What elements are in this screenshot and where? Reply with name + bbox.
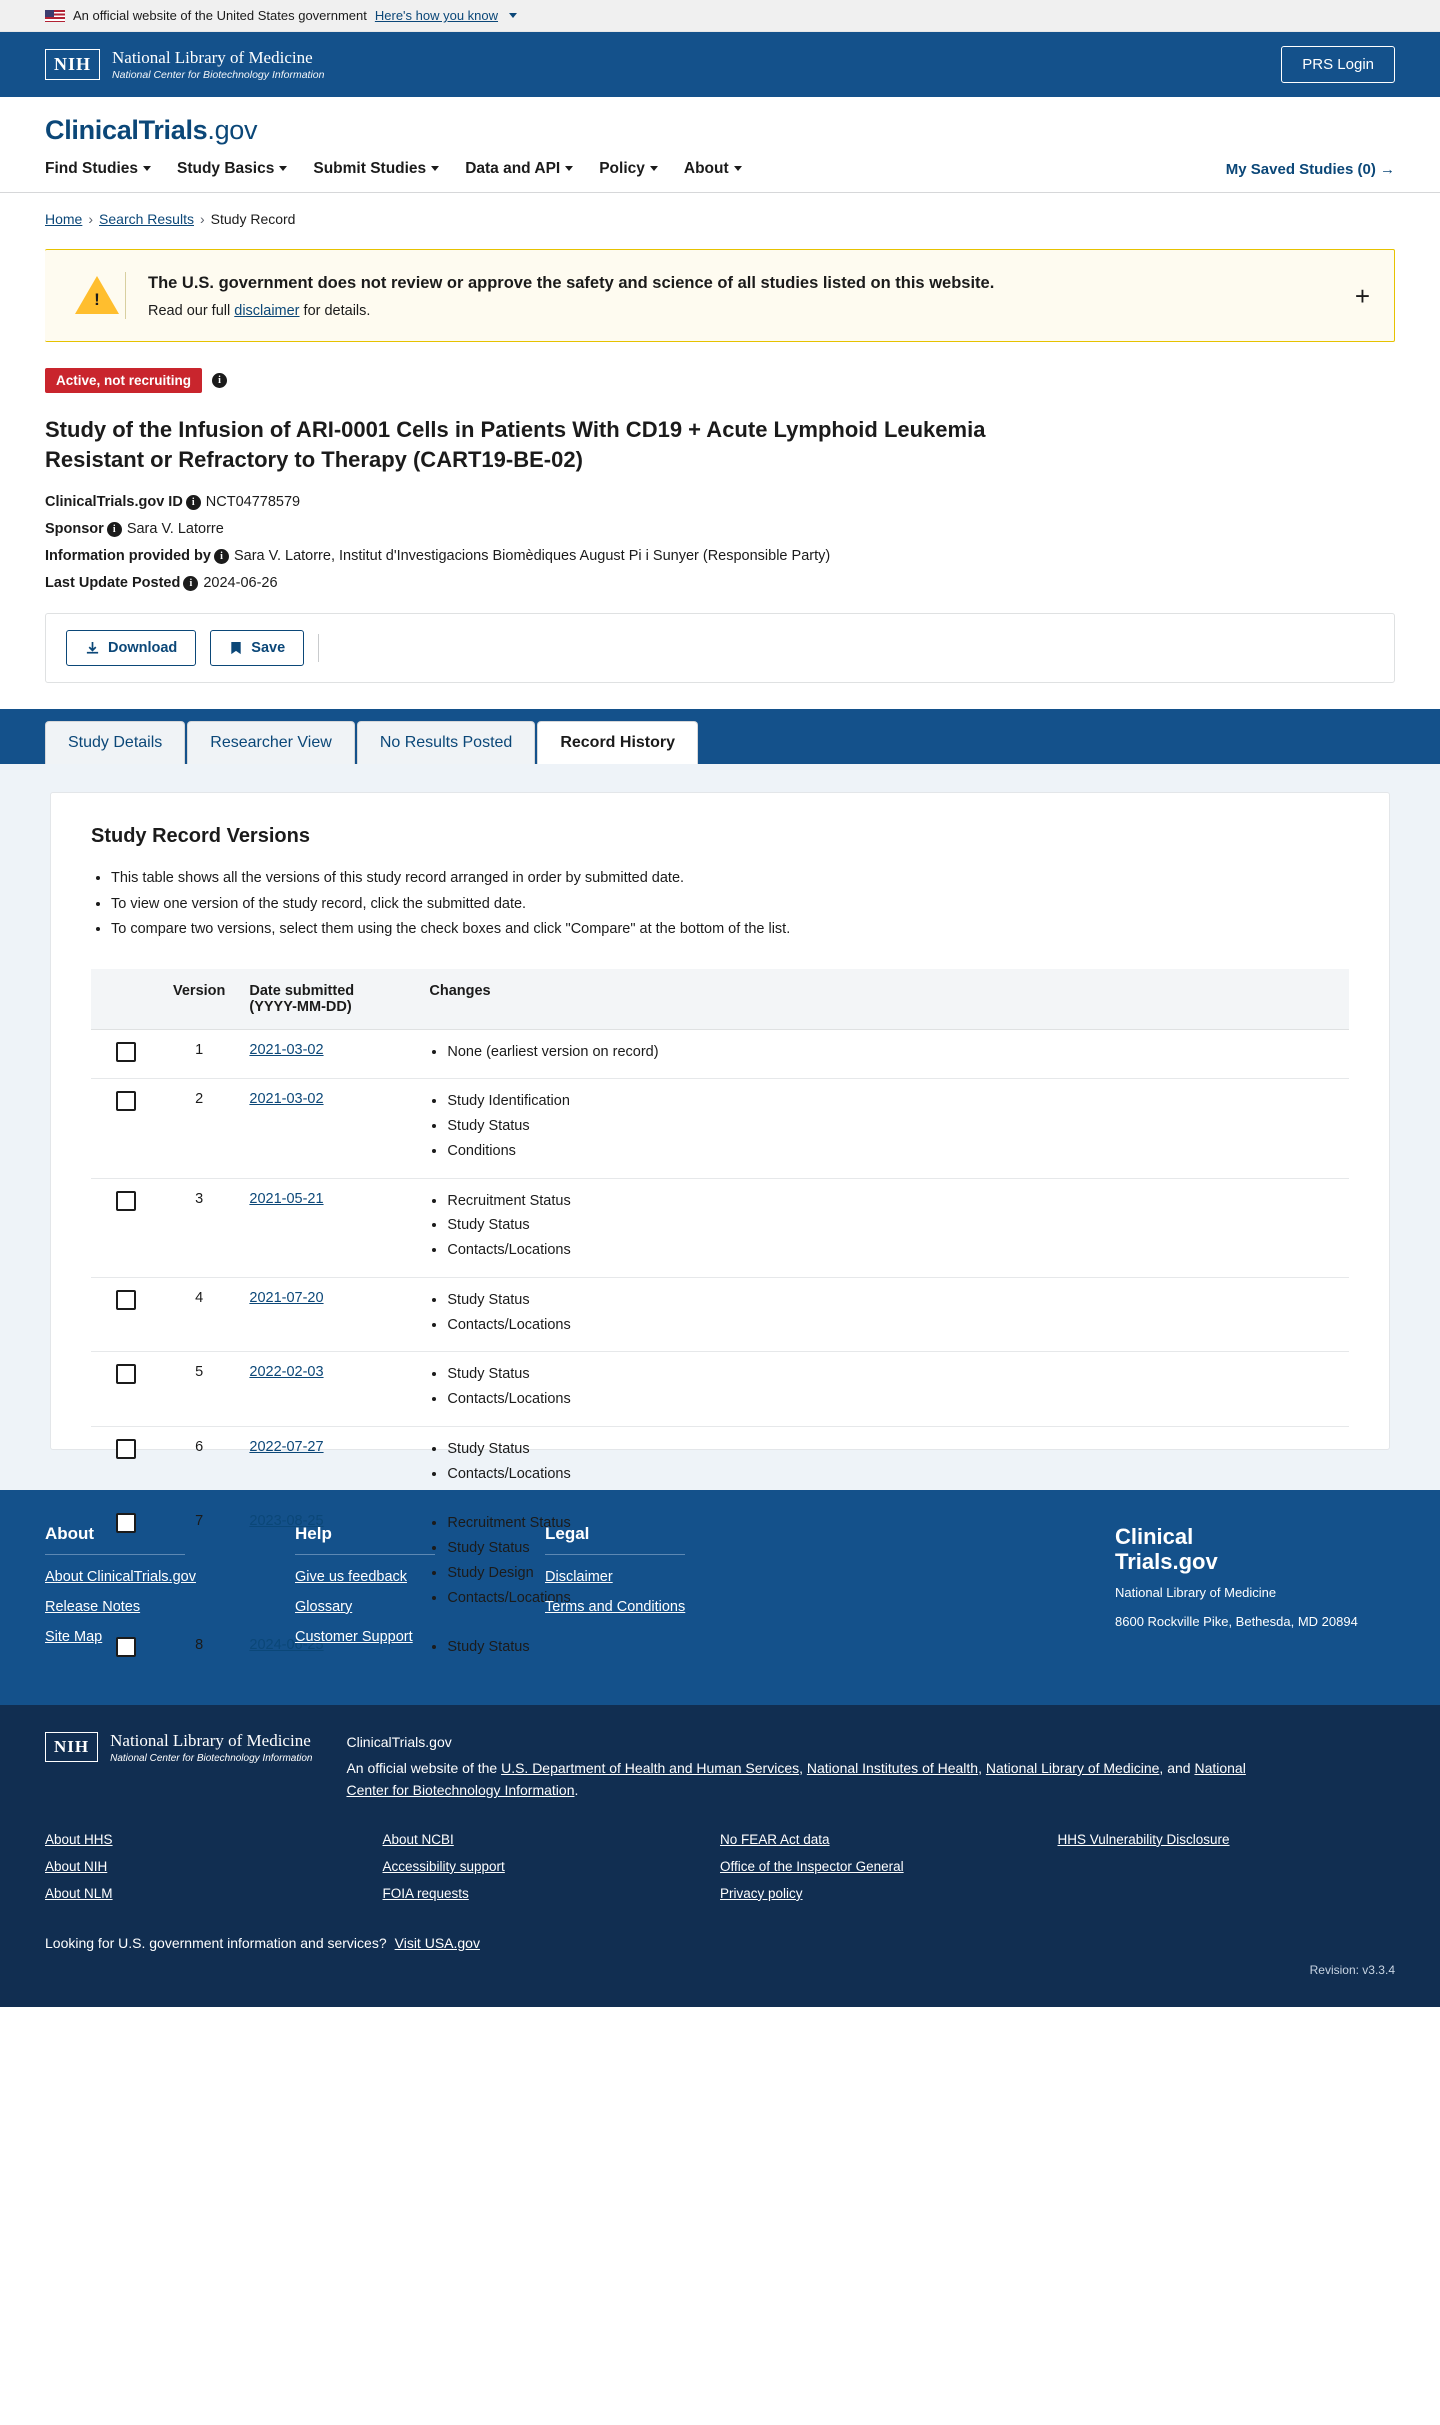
nlm-official-prefix: An official website of the	[346, 1759, 502, 1776]
nlm-link-column-2	[383, 1832, 721, 1913]
tab-record-history[interactable]: Record History	[537, 721, 698, 764]
row-changes	[429, 1290, 1337, 1337]
actions-divider	[318, 634, 319, 662]
meta-value: Sara V. Latorre	[126, 521, 224, 538]
my-saved-studies-link[interactable]: My Saved Studies (0) →	[1225, 160, 1395, 178]
nav-item-find-studies[interactable]	[45, 160, 151, 192]
row-changes	[429, 1439, 1337, 1486]
footer-address-line1: National Library of Medicine	[1115, 1585, 1277, 1601]
government-banner	[0, 0, 1440, 32]
change-item: • None (earliest version on record)	[447, 1042, 1337, 1064]
row-date-link[interactable]: 2024-06-25	[249, 1637, 324, 1654]
nlm-footer	[0, 1705, 1440, 2007]
nav-item-about[interactable]	[684, 160, 742, 192]
nlm-official-and: and	[1167, 1759, 1195, 1776]
meta-row-information-provided-by	[45, 548, 1395, 564]
row-date-link[interactable]: 2021-05-21	[249, 1190, 324, 1207]
meta-row-last-update-posted	[45, 575, 1395, 591]
meta-value: 2024-06-26	[203, 575, 278, 592]
row-date-link[interactable]: 2023-08-25	[249, 1513, 324, 1530]
column-header-date-line1: Date submitted	[249, 982, 355, 999]
change-item: • Contacts/Locations	[447, 1464, 1337, 1486]
nav-label: Submit Studies	[313, 160, 427, 177]
save-button[interactable]	[210, 630, 304, 666]
brand-bold: ClinicalTrials	[45, 115, 208, 145]
footer-divider	[545, 1554, 685, 1555]
row-version: 6	[161, 1426, 237, 1501]
row-version: 8	[161, 1625, 237, 1675]
change-item: • Study Status	[447, 1637, 1337, 1659]
usa-gov-text: Looking for U.S. government information and services?	[45, 1934, 387, 1951]
footer-brand-line2: Trials.gov	[1115, 1548, 1218, 1574]
row-date-link[interactable]: 2021-03-02	[249, 1041, 324, 1058]
how-you-know-link[interactable]: Here's how you know	[374, 8, 499, 23]
nav-label: Policy	[599, 160, 645, 177]
change-item: • Study Status	[447, 1290, 1337, 1312]
change-item: • Study Status	[447, 1538, 1337, 1560]
chevron-down-icon	[279, 166, 287, 171]
disclaimer-alert	[45, 249, 1395, 342]
row-changes	[429, 1091, 1337, 1162]
table-row	[91, 1352, 1349, 1427]
download-button[interactable]	[66, 630, 196, 666]
study-actions-bar	[45, 613, 1395, 683]
alert-title: The U.S. government does not review or approve the safety and science of all studies listed on this website.	[148, 274, 995, 292]
info-icon[interactable]: i	[107, 522, 122, 537]
nav-item-policy[interactable]	[599, 160, 658, 192]
alert-expand-button[interactable]: +	[1354, 280, 1370, 311]
tab-study-details[interactable]: Study Details	[45, 721, 185, 764]
change-item: • Study Status	[447, 1364, 1337, 1386]
row-version: 5	[161, 1352, 237, 1427]
warning-icon	[69, 272, 125, 314]
footer-link-about-ncbi[interactable]: About NCBI	[382, 1831, 454, 1847]
gov-banner-text: An official website of the United States government	[73, 8, 367, 23]
footer-link-glossary[interactable]: Glossary	[295, 1598, 353, 1615]
nih-logo: NIH	[45, 49, 100, 80]
link-nih[interactable]: National Institutes of Health	[806, 1759, 979, 1776]
chevron-down-icon	[431, 166, 439, 171]
row-changes	[429, 1042, 1337, 1064]
footer-link-no-fear-act[interactable]: No FEAR Act data	[720, 1831, 830, 1847]
change-item: • Study Status	[447, 1439, 1337, 1461]
tab-researcher-view[interactable]: Researcher View	[187, 721, 355, 764]
link-ncbi[interactable]: National Center for Biotechnology Information	[346, 1759, 1246, 1799]
download-icon	[85, 641, 100, 656]
nih-logo: NIH	[45, 1732, 98, 1762]
note-item: • To compare two versions, select them using the check boxes and click "Compare" at the bottom of the list.	[111, 917, 1349, 942]
column-header-date-submitted	[237, 969, 417, 1030]
nav-label: Find Studies	[45, 160, 138, 177]
row-version: 3	[161, 1178, 237, 1277]
change-item: • Contacts/Locations	[447, 1315, 1337, 1337]
footer-column-legal	[545, 1524, 795, 1659]
nlm-footer-links	[45, 1832, 1395, 1913]
meta-label: ClinicalTrials.gov ID	[45, 494, 183, 511]
note-item: • This table shows all the versions of this study record arranged in order by submitted date.	[111, 866, 1349, 891]
save-label: Save	[251, 640, 286, 657]
tab-no-results-posted[interactable]: No Results Posted	[357, 721, 536, 764]
study-tabs	[0, 709, 1440, 764]
footer-link-give-feedback[interactable]: Give us feedback	[295, 1568, 408, 1585]
info-icon[interactable]: i	[186, 495, 201, 510]
nav-item-submit-studies[interactable]	[313, 160, 439, 192]
site-brand[interactable]	[45, 115, 1395, 146]
change-item: • Conditions	[447, 1141, 1337, 1163]
nav-label: Data and API	[465, 160, 561, 177]
footer-link-privacy-policy[interactable]: Privacy policy	[720, 1885, 803, 1901]
info-icon[interactable]: i	[212, 373, 227, 388]
page-title: Study of the Infusion of ARI-0001 Cells in Patients With CD19 + Acute Lymphoid Leukemia Resistant or Refractory to Therapy (CART19-BE-02)	[45, 417, 986, 472]
breadcrumb-separator: ›	[199, 211, 205, 227]
column-header-version: Version	[161, 969, 237, 1030]
nih-subtitle: National Center for Biotechnology Information	[112, 69, 325, 81]
footer-link-site-map[interactable]: Site Map	[45, 1628, 103, 1645]
meta-row-sponsor	[45, 521, 1395, 537]
status-badge: Active, not recruiting	[45, 368, 202, 393]
change-item: • Study Design	[447, 1563, 1337, 1585]
footer-brand	[1115, 1524, 1395, 1659]
chevron-down-icon	[565, 166, 573, 171]
nlm-link-column-4	[1058, 1832, 1396, 1913]
breadcrumb-search-results[interactable]: Search Results	[99, 211, 194, 227]
breadcrumb-current: Study Record	[210, 211, 296, 227]
nih-header-bar	[0, 32, 1440, 97]
row-date-link[interactable]: 2022-02-03	[249, 1364, 324, 1381]
footer-link-terms[interactable]: Terms and Conditions	[545, 1598, 686, 1615]
row-date-link[interactable]: 2021-07-20	[249, 1289, 324, 1306]
footer-divider	[295, 1554, 435, 1555]
alert-subtext	[148, 303, 1370, 319]
footer-heading: Help	[295, 1523, 332, 1543]
prs-login-button[interactable]: PRS Login	[1281, 46, 1395, 83]
info-icon[interactable]: i	[183, 576, 198, 591]
nlm-site-name: ClinicalTrials.gov	[346, 1733, 452, 1750]
footer-divider	[45, 1554, 185, 1555]
revision-label: Revision: v3.3.4	[1309, 1962, 1395, 1977]
row-checkbox[interactable]	[116, 1364, 136, 1384]
info-icon[interactable]: i	[214, 549, 229, 564]
breadcrumb-separator: ›	[88, 211, 94, 227]
footer-heading: About	[45, 1523, 95, 1543]
column-header-date-line2: (YYYY-MM-DD)	[249, 998, 352, 1015]
column-header-changes: Changes	[417, 969, 1349, 1030]
meta-value: NCT04778579	[205, 494, 301, 511]
chevron-down-icon	[143, 166, 151, 171]
nlm-link-column-3	[720, 1832, 1058, 1913]
chevron-down-icon	[650, 166, 658, 171]
row-checkbox[interactable]	[116, 1091, 136, 1111]
row-version: 4	[161, 1277, 237, 1352]
chevron-down-icon	[734, 166, 742, 171]
change-item: • Contacts/Locations	[447, 1240, 1337, 1262]
meta-label: Last Update Posted	[45, 575, 181, 592]
footer-link-disclaimer[interactable]: Disclaimer	[545, 1568, 613, 1585]
footer-link-inspector-general[interactable]: Office of the Inspector General	[720, 1858, 904, 1874]
table-row	[91, 1277, 1349, 1352]
nlm-link-column-1	[45, 1832, 383, 1913]
footer-address-line2: 8600 Rockville Pike, Bethesda, MD 20894	[1115, 1614, 1358, 1630]
nlm-name: National Library of Medicine	[110, 1730, 311, 1750]
footer-link-about-hhs[interactable]: About HHS	[45, 1831, 113, 1847]
link-hhs[interactable]: U.S. Department of Health and Human Services	[501, 1759, 800, 1776]
record-history-notes	[91, 866, 1349, 942]
column-header-select	[91, 969, 161, 1030]
link-nlm[interactable]: National Library of Medicine	[985, 1759, 1160, 1776]
study-header	[25, 342, 1415, 591]
meta-row-nct-id	[45, 494, 1395, 510]
alert-sub-suffix: for details.	[299, 303, 371, 320]
nav-item-study-basics[interactable]	[177, 160, 287, 192]
note-item: • To view one version of the study record, click the submitted date.	[111, 892, 1349, 917]
footer-brand-line1: Clinical	[1115, 1523, 1194, 1549]
row-version: 2	[161, 1079, 237, 1178]
alert-sub-prefix: Read our full	[148, 303, 235, 320]
meta-label: Information provided by	[45, 548, 211, 565]
row-date-link[interactable]: 2021-03-02	[249, 1091, 324, 1108]
change-item: • Recruitment Status	[447, 1191, 1337, 1213]
footer-link-release-notes[interactable]: Release Notes	[45, 1598, 141, 1615]
disclaimer-link[interactable]: disclaimer	[234, 303, 300, 320]
brand-suffix: .gov	[207, 115, 258, 145]
meta-value: Sara V. Latorre, Institut d'Investigacions Biomèdiques August Pi i Sunyer (Responsible Party)	[233, 548, 831, 565]
nlm-subtitle: National Center for Biotechnology Information	[110, 1752, 313, 1764]
table-row	[91, 1178, 1349, 1277]
footer-link-about-nih[interactable]: About NIH	[45, 1858, 108, 1874]
footer-link-foia-requests[interactable]: FOIA requests	[382, 1885, 469, 1901]
site-footer	[0, 1490, 1440, 1705]
change-item: • Contacts/Locations	[447, 1588, 1337, 1610]
row-checkbox[interactable]	[116, 1191, 136, 1211]
nlm-logo-group	[45, 1731, 312, 1764]
change-item: • Study Identification	[447, 1091, 1337, 1113]
download-label: Download	[108, 640, 178, 657]
row-version: 7	[161, 1501, 237, 1625]
footer-link-about-nlm[interactable]: About NLM	[45, 1885, 113, 1901]
nav-label: About	[683, 160, 729, 177]
breadcrumb	[25, 193, 1415, 235]
footer-column-help	[295, 1524, 545, 1659]
change-item: • Recruitment Status	[447, 1513, 1337, 1535]
change-item: • Contacts/Locations	[447, 1389, 1337, 1411]
section-heading: Study Record Versions	[91, 825, 310, 848]
chevron-down-icon[interactable]	[509, 13, 517, 18]
row-date-link[interactable]: 2022-07-27	[249, 1438, 324, 1455]
table-header-row	[91, 969, 1349, 1030]
footer-link-accessibility-support[interactable]: Accessibility support	[382, 1858, 505, 1874]
usa-gov-row	[45, 1935, 1395, 1951]
meta-label: Sponsor	[45, 521, 104, 538]
footer-column-about	[45, 1524, 295, 1659]
us-flag-icon	[45, 10, 65, 22]
row-changes	[429, 1191, 1337, 1262]
table-row	[91, 1079, 1349, 1178]
footer-link-hhs-vulnerability-disclosure[interactable]: HHS Vulnerability Disclosure	[1057, 1831, 1230, 1847]
breadcrumb-home[interactable]: Home	[45, 211, 83, 227]
footer-link-about-clinicaltrials[interactable]: About ClinicalTrials.gov	[45, 1568, 196, 1585]
site-header	[0, 97, 1440, 193]
usa-gov-link[interactable]: Visit USA.gov	[394, 1934, 480, 1951]
change-item: • Study Status	[447, 1116, 1337, 1138]
footer-link-customer-support[interactable]: Customer Support	[295, 1628, 413, 1645]
footer-heading: Legal	[545, 1523, 590, 1543]
bookmark-icon	[229, 641, 243, 656]
row-checkbox[interactable]	[116, 1439, 136, 1459]
nav-item-data-and-api[interactable]	[465, 160, 573, 192]
nlm-official-text: ClinicalTrials.gov An official website of the U.S. Department of Health and Human Services, National Institutes of Health, National Library of Medicine, and National Center for Biotechnology Information.	[346, 1731, 1286, 1802]
main-navigation	[45, 160, 1395, 192]
change-item: • Study Status	[447, 1215, 1337, 1237]
table-row	[91, 1029, 1349, 1079]
nih-title: National Library of Medicine	[112, 48, 313, 67]
row-checkbox[interactable]	[116, 1290, 136, 1310]
row-checkbox[interactable]	[116, 1042, 136, 1062]
nav-label: Study Basics	[177, 160, 275, 177]
row-version: 1	[161, 1029, 237, 1079]
row-changes	[429, 1364, 1337, 1411]
